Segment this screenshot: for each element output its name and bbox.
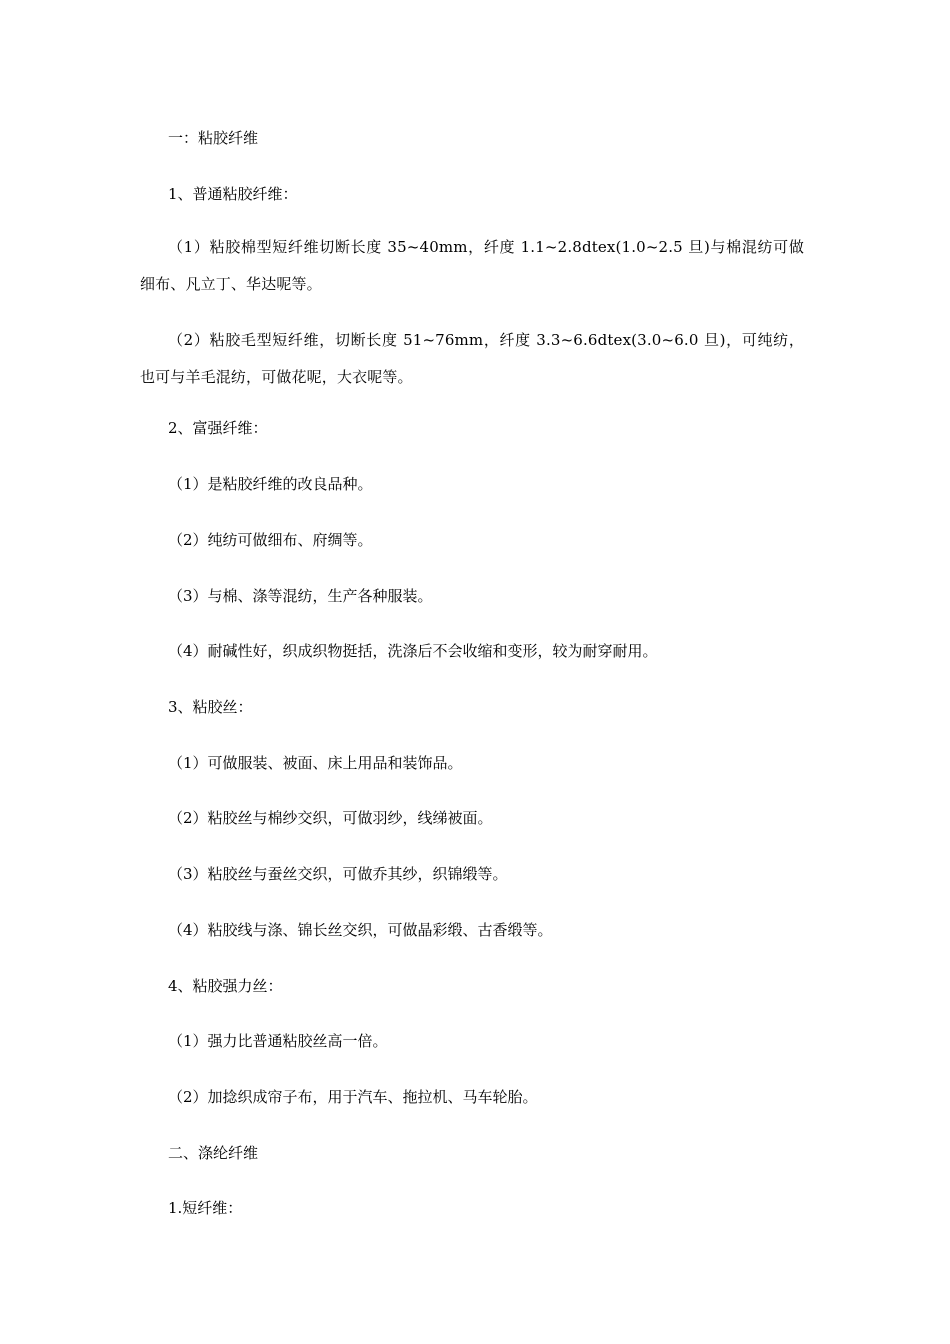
subheading-viscose-filament: 3、粘胶丝：: [168, 698, 253, 716]
list-item-filament-2: （2）粘胶丝与棉纱交织，可做羽纱，线绨被面。: [168, 809, 493, 827]
list-item-polynosic-4: （4）耐碱性好，织成织物挺括，洗涤后不会收缩和变形，较为耐穿耐用。: [168, 642, 658, 660]
heading-polyester-fiber: 二、涤纶纤维: [168, 1144, 259, 1162]
list-item-polynosic-3: （3）与棉、涤等混纺，生产各种服装。: [168, 587, 433, 605]
list-item-high-tenacity-2: （2）加捻织成帘子布，用于汽车、拖拉机、马车轮胎。: [168, 1088, 538, 1106]
paragraph-viscose-wool-type: （2）粘胶毛型短纤维，切断长度 51~76mm，纤度 3.3~6.6dtex(3.0~6.0 旦)，可纯纺，也可与羊毛混纺，可做花呢，大衣呢等。: [140, 331, 804, 386]
list-item-polynosic-2: （2）纯纺可做细布、府绸等。: [168, 531, 373, 549]
heading-viscose-fiber: 一：粘胶纤维: [168, 129, 259, 147]
subheading-ordinary-viscose: 1、普通粘胶纤维：: [168, 185, 298, 203]
list-item-polynosic-1: （1）是粘胶纤维的改良品种。: [168, 475, 373, 493]
subheading-staple-fiber: 1.短纤维：: [168, 1199, 243, 1217]
paragraph-viscose-cotton-type: （1）粘胶棉型短纤维切断长度 35~40mm，纤度 1.1~2.8dtex(1.0~2.5 旦)与棉混纺可做细布、凡立丁、华达呢等。: [140, 238, 804, 293]
list-item-filament-1: （1）可做服装、被面、床上用品和装饰品。: [168, 754, 463, 772]
subheading-polynosic-fiber: 2、富强纤维：: [168, 419, 268, 437]
list-item-filament-3: （3）粘胶丝与蚕丝交织，可做乔其纱，织锦缎等。: [168, 865, 508, 883]
list-item-high-tenacity-1: （1）强力比普通粘胶丝高一倍。: [168, 1032, 388, 1050]
list-item-filament-4: （4）粘胶线与涤、锦长丝交织，可做晶彩缎、古香缎等。: [168, 921, 553, 939]
subheading-high-tenacity-viscose: 4、粘胶强力丝：: [168, 977, 283, 995]
